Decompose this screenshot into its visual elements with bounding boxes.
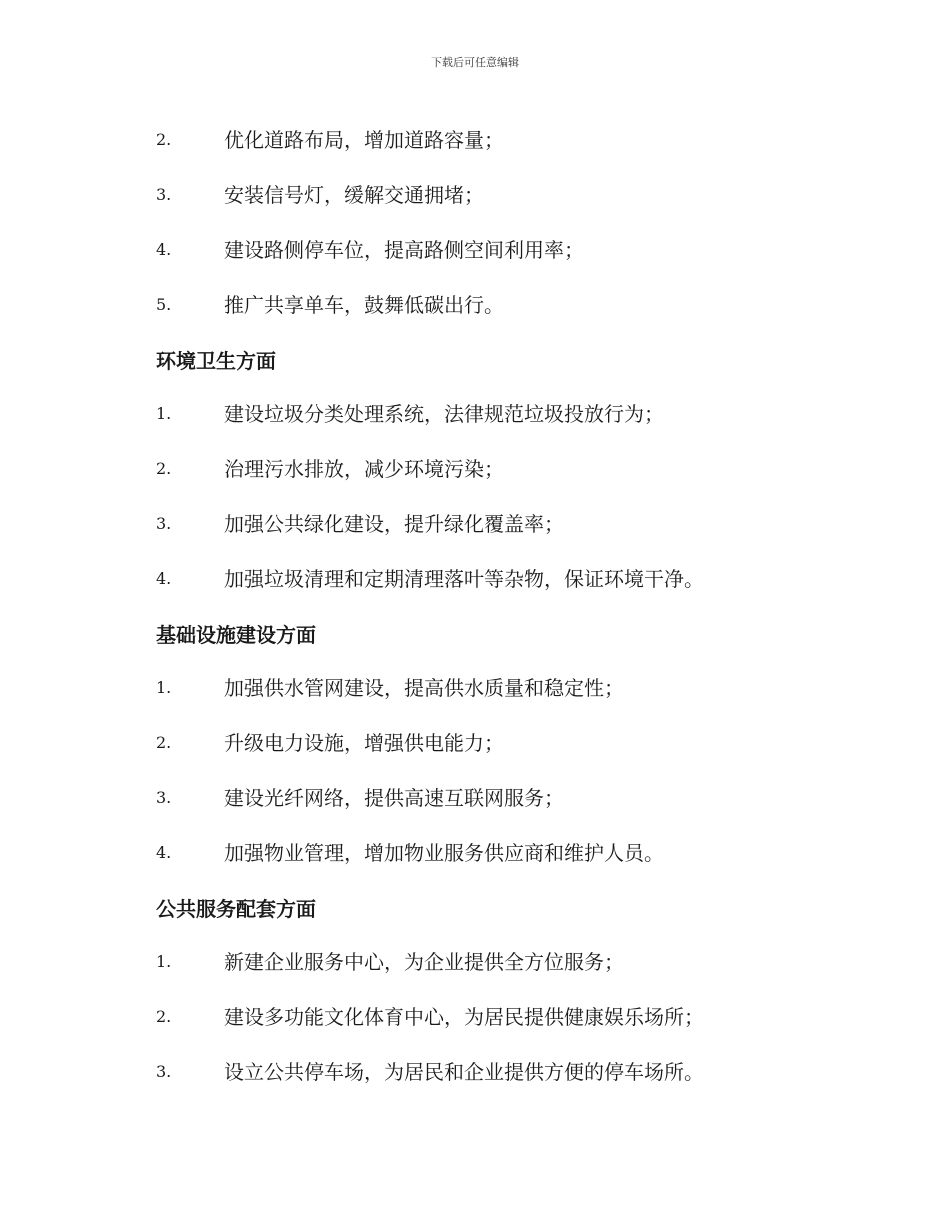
list-text: 建设光纤网络，提供高速互联网服务； xyxy=(224,785,564,810)
page-header: 下载后可任意编辑 xyxy=(431,56,519,69)
list-number: 1. xyxy=(156,677,172,697)
list-number: 4. xyxy=(156,842,172,862)
list-number: 2. xyxy=(156,458,172,478)
list-text: 加强物业管理，增加物业服务供应商和维护人员。 xyxy=(224,840,664,865)
list-text: 建设多功能文化体育中心，为居民提供健康娱乐场所； xyxy=(224,1004,704,1029)
list-item xyxy=(156,660,796,715)
list-item xyxy=(156,277,796,332)
list-item xyxy=(156,551,796,606)
list-text: 新建企业服务中心，为企业提供全方位服务； xyxy=(224,949,624,974)
list-text: 加强供水管网建设，提高供水质量和稳定性； xyxy=(224,675,624,700)
section-heading-environment: 环境卫生方面 xyxy=(156,348,276,373)
list-text: 设立公共停车场，为居民和企业提供方便的停车场所。 xyxy=(224,1059,704,1084)
list-number: 2. xyxy=(156,732,172,752)
list-item xyxy=(156,989,796,1044)
list-number: 3. xyxy=(156,787,172,807)
list-text: 升级电力设施，增强供电能力； xyxy=(224,730,504,755)
document-body xyxy=(156,112,796,1099)
list-text: 优化道路布局，增加道路容量； xyxy=(224,127,504,152)
list-item xyxy=(156,167,796,222)
list-text: 治理污水排放，减少环境污染； xyxy=(224,456,504,481)
list-text: 推广共享单车，鼓舞低碳出行。 xyxy=(224,292,504,317)
list-number: 2. xyxy=(156,129,172,149)
list-text: 加强垃圾清理和定期清理落叶等杂物，保证环境干净。 xyxy=(224,566,704,591)
list-item xyxy=(156,934,796,989)
section-heading-public-services: 公共服务配套方面 xyxy=(156,896,316,921)
list-number: 2. xyxy=(156,1006,172,1026)
list-text: 加强公共绿化建设，提升绿化覆盖率； xyxy=(224,511,564,536)
list-text: 安装信号灯，缓解交通拥堵； xyxy=(224,182,484,207)
list-item xyxy=(156,1044,796,1099)
list-section-infrastructure xyxy=(156,660,796,880)
list-number: 3. xyxy=(156,513,172,533)
list-number: 5. xyxy=(156,294,172,314)
list-number: 4. xyxy=(156,568,172,588)
list-item xyxy=(156,496,796,551)
list-number: 4. xyxy=(156,239,172,259)
section-heading-infrastructure: 基础设施建设方面 xyxy=(156,622,316,647)
list-item xyxy=(156,715,796,770)
list-section-environment xyxy=(156,386,796,606)
list-item xyxy=(156,112,796,167)
list-number: 3. xyxy=(156,1061,172,1081)
list-item xyxy=(156,825,796,880)
list-number: 1. xyxy=(156,951,172,971)
list-number: 1. xyxy=(156,403,172,423)
list-item xyxy=(156,386,796,441)
list-number: 3. xyxy=(156,184,172,204)
list-text: 建设路侧停车位，提高路侧空间利用率； xyxy=(224,237,584,262)
list-section-traffic xyxy=(156,112,796,332)
list-text: 建设垃圾分类处理系统，法律规范垃圾投放行为； xyxy=(224,401,664,426)
list-item xyxy=(156,770,796,825)
list-item xyxy=(156,441,796,496)
list-item xyxy=(156,222,796,277)
list-section-public-services xyxy=(156,934,796,1099)
